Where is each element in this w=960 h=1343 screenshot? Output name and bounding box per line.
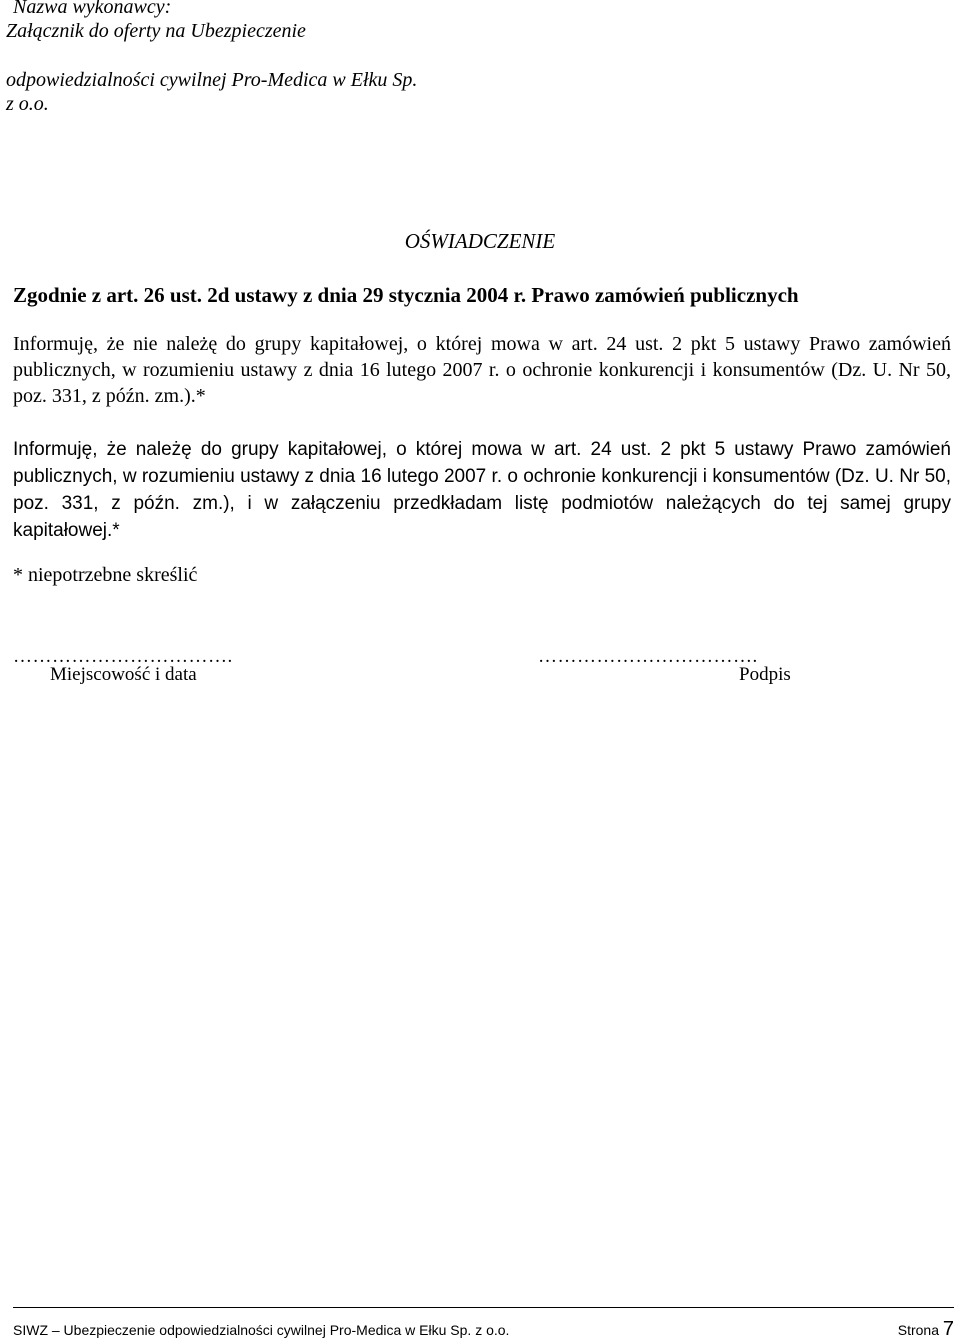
place-date-line: ……………………………. — [13, 646, 233, 667]
signature-caption: Podpis — [739, 664, 791, 685]
attachment-label: Załącznik do oferty na Ubezpieczenie — [6, 20, 306, 42]
document-title: OŚWIADCZENIE — [404, 229, 556, 253]
contractor-name-label: Nazwa wykonawcy: — [13, 0, 172, 18]
signature-line: ……………………………. — [538, 646, 758, 667]
statement-not-member: Informuję, że nie należę do grupy kapitałowej, o której mowa w art. 24 ust. 2 pkt 5 ustawy Prawo zamówień publicznych, w rozumieniu ustawy z dnia 16 lutego 2007 r. o ochronie konkurencji i konsumentów (Dz. U. Nr 50, poz. 331, z późn. zm.).* — [13, 333, 951, 407]
page-number: 7 — [942, 1318, 954, 1340]
place-date-caption: Miejscowość i data — [50, 664, 197, 685]
page-indicator — [898, 1318, 954, 1341]
footer-divider — [13, 1307, 954, 1308]
page-label: Strona — [897, 1322, 939, 1338]
attachment-subject: odpowiedzialności cywilnej Pro-Medica w Ełku Sp. — [6, 69, 418, 91]
statement-member: Informuję, że należę do grupy kapitałowej, o której mowa w art. 24 ust. 2 pkt 5 ustawy Prawo zamówień publicznych, w rozumieniu ustawy z dnia 16 lutego 2007 r. o ochronie konkurencji i konsumentów (Dz. U. Nr 50, poz. 331, z późn. zm.), i w załączeniu przedkładam listę podmiotów należących do tej samej grupy kapitałowej.* — [13, 439, 951, 541]
attachment-subject-cont: z o.o. — [6, 93, 49, 115]
legal-basis: Zgodnie z art. 26 ust. 2d ustawy z dnia 29 stycznia 2004 r. Prawo zamówień publicznych — [13, 283, 799, 307]
footnote: * niepotrzebne skreślić — [13, 564, 198, 586]
footer-title: SIWZ – Ubezpieczenie odpowiedzialności cywilnej Pro-Medica w Ełku Sp. z o.o. — [13, 1322, 510, 1338]
